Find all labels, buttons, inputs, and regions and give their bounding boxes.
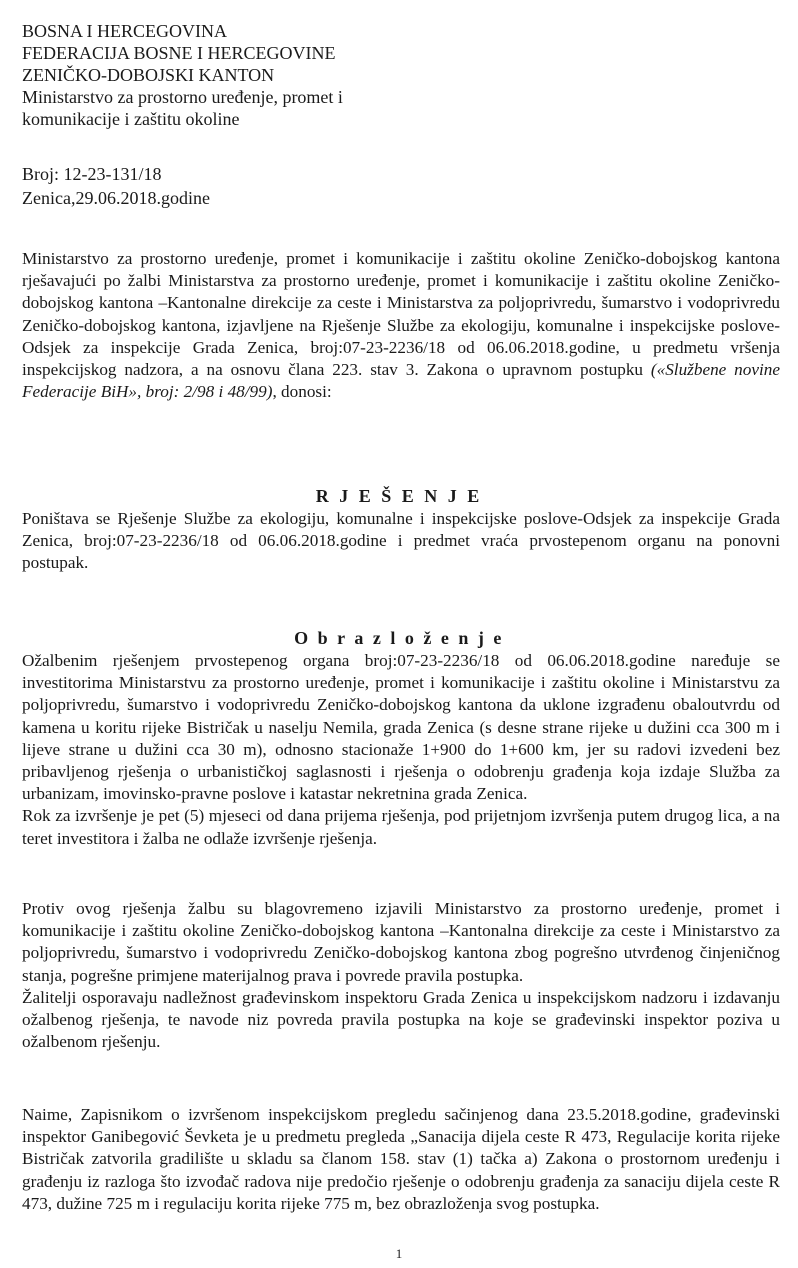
document-place-date: Zenica,29.06.2018.godine bbox=[22, 188, 210, 208]
document-meta bbox=[22, 162, 210, 210]
intro-text: Ministarstvo za prostorno uređenje, promet i komunikacije i zaštitu okoline Zeničko-dobojskog kantona rješavajući po žalbi Ministarstva za prostorno uređenje, promet i komunikacije i zaštitu okoline Zeničko-dobojskog kantona –Kantonalne direkcije za ceste i Ministarstva za poljoprivredu, šumarstvo i vodoprivredu Zeničko-dobojskog kantona, izjavljene na Rješenje Službe za ekologiju, komunalne i inspekcijske poslove-Odsjek za inspekcije Grada Zenica, broj:07-23-2236/18 od 06.06.2018.godine, u predmetu vršenja inspekcijskog nadzora, a na osnovu člana 223. stav 3. Zakona o upravnom postupku bbox=[22, 249, 780, 380]
reasoning-paragraph-5: Naime, Zapisnikom o izvršenom inspekcijskom pregledu sačinjenog dana 23.5.2018.godine, građevinski inspektor Ganibegović Ševketa je u predmetu pregleda „Sanacija dijela ceste R 473, Regulacije korita rijeke Bistričak zatvorila gradilište u skladu sa članom 158. stav (1) tačka a) Zakona o prostornom uređenju i građenju iz razloga što izvođač radova nije predočio rješenje o odobrenju građenja za sanaciju dijela ceste R 473, dužine 725 m i regulaciju korita rijeke 775 m, bez obrazloženja svog postupka. bbox=[22, 1105, 780, 1213]
reasoning-paragraph-2: Rok za izvršenje je pet (5) mjeseci od dana prijema rješenja, pod prijetnjom izvršenja putem drugog lica, a na teret investitora i žalba ne odlaže izvršenje rješenja. bbox=[22, 806, 780, 848]
letterhead-ministry-line2: komunikacije i zaštitu okoline bbox=[22, 109, 240, 129]
reasoning-section-2 bbox=[22, 898, 780, 1053]
letterhead-canton: ZENIČKO-DOBOJSKI KANTON bbox=[22, 65, 275, 85]
document-number: Broj: 12-23-131/18 bbox=[22, 164, 162, 184]
reasoning-section-3 bbox=[22, 1104, 780, 1215]
letterhead bbox=[22, 20, 343, 130]
reasoning-title: O b r a z l o ž e n j e bbox=[294, 628, 504, 648]
reasoning-section-1 bbox=[22, 650, 780, 850]
intro-ending: , donosi: bbox=[272, 382, 332, 402]
letterhead-federation: FEDERACIJA BOSNE I HERCEGOVINE bbox=[22, 43, 336, 63]
letterhead-country: BOSNA I HERCEGOVINA bbox=[22, 21, 228, 41]
decision-paragraph: Poništava se Rješenje Službe za ekologiju, komunalne i inspekcijske poslove-Odsjek za inspekcije Grada Zenica, broj:07-23-2236/18 od 06.06.2018.godine i predmet vraća prvostepenom organu na ponovni postupak. bbox=[22, 509, 780, 573]
reasoning-paragraph-4: Žalitelji osporavaju nadležnost građevinskom inspektoru Grada Zenica u inspekcijskom nadzoru i izdavanju ožalbenog rješenja, te navode niz povreda pravila postupka na koje se građevinski inspektor poziva u ožalbenom rješenju. bbox=[22, 987, 780, 1052]
decision-title: R J E Š E N J E bbox=[315, 486, 483, 506]
letterhead-ministry-line1: Ministarstvo za prostorno uređenje, promet i bbox=[22, 87, 343, 107]
reasoning-paragraph-3: Protiv ovog rješenja žalbu su blagovremeno izjavili Ministarstvo za prostorno uređenje, promet i komunikacije i zaštitu okoline Zeničko-dobojskog kantona –Kantonalna direkcije za ceste i Ministarstvo za poljoprivredu, šumarstvo i vodoprivredu Zeničko-dobojskog kantona zbog pogrešno utvrđenog činjeničnog stanja, pogrešne primjene materijalnog prava i povrede pravila postupka. bbox=[22, 899, 780, 985]
intro-citation: («Službene novine Federacije BiH», broj: 2/98 i 48/99) bbox=[22, 360, 780, 402]
page-number: 1 bbox=[395, 1246, 403, 1261]
intro-paragraph bbox=[22, 248, 780, 403]
reasoning-paragraph-1: Ožalbenim rješenjem prvostepenog organa broj:07-23-2236/18 od 06.06.2018.godine naređuje se investitorima Ministarstvu za prostorno uređenje, promet i komunikacije i zaštitu okoline i Ministarstvu za poljoprivredu, šumarstvo i vodoprivredu Zeničko-dobojskog kantona da uklone izgrađenu obaloutvrdu od kamena u koritu rijeke Bistričak u naselju Nemila, grada Zenica (s desne strane rijeke u dužini cca 300 m i lijeve strane u dužini cca 30 m), odnosno stacionaže 1+900 do 1+600 km, jer su radovi izvedeni bez pribavljenog rješenja o urbanističkoj saglasnosti i rješenja o odobrenju građenja koja izdaje Služba za urbanizam, imovinsko-pravne poslove i katastar nekretnina grada Zenica. bbox=[22, 651, 780, 804]
